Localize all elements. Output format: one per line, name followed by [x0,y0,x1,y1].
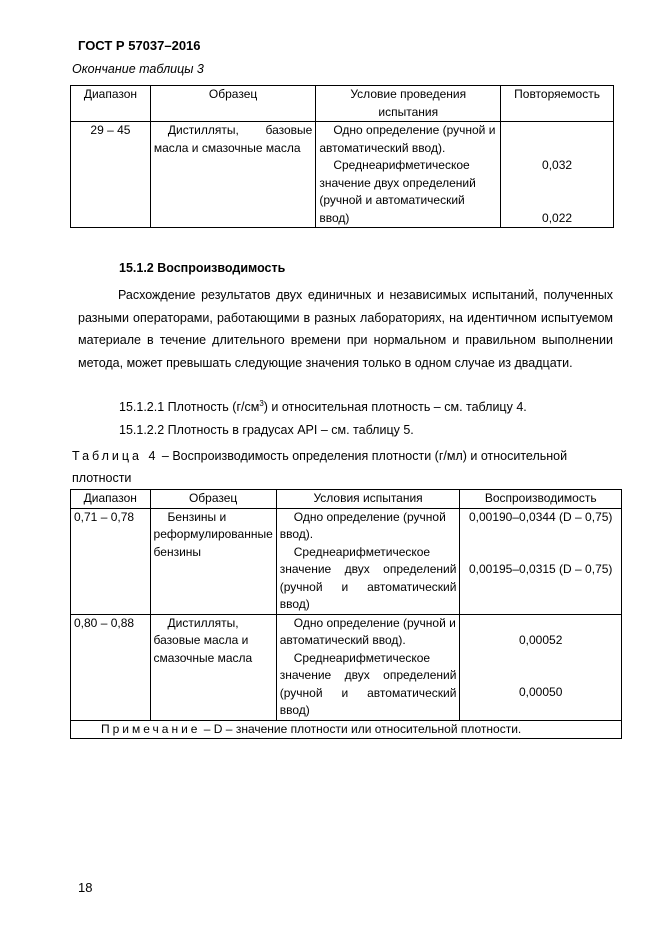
item-15-1-2-1 [119,399,527,414]
note-text: – D – значение плотности или относительной плотности. [200,721,522,736]
table-4-title: – Воспроизводимость определения плотности (г/мл) и относительной плотности [72,449,568,485]
condition-single: Одно определение (ручной и автоматический ввод). [319,123,496,155]
document-header: ГОСТ Р 57037–2016 [78,38,201,53]
header-repeatability: Повторяемость [501,86,614,122]
table-4-label: Таблица 4 [72,449,159,463]
header-range: Диапазон [71,490,151,509]
cell-reproducibility [460,614,622,720]
table-3 [70,85,614,228]
value-average: 0,00195–0,0315 (D – 0,75) [468,562,613,576]
value-average: 0,00050 [519,685,563,699]
cell-range: 29 – 45 [71,122,151,228]
section-title: 15.1.2 Воспроизводимость [119,261,286,275]
item1-pre: 15.1.2.1 Плотность (г/см [119,400,260,415]
table-row [71,508,622,614]
condition-single: Одно определение (ручной ввод). [279,509,446,541]
condition-average: Среднеарифметическое значение двух определений (ручной и автоматический ввод) [279,650,457,717]
item1-sup: 3 [259,399,264,408]
table-4-caption [72,445,613,489]
header-conditions: Условия испытания [276,490,460,509]
table-header-row [71,86,614,122]
condition-average: Среднеарифметическое значение двух определений (ручной и автоматический ввод) [319,158,476,225]
table-4 [70,489,622,739]
note-label: Примечание [101,721,201,736]
cell-conditions [276,508,460,614]
value-single: 0,00190–0,0344 (D – 0,75) [468,509,613,524]
table-header-row [71,490,622,509]
cell-range: 0,71 – 0,78 [71,508,151,614]
value-single: 0,032 [542,158,573,172]
header-sample: Образец [150,86,315,122]
header-condition: Условие проведения испытания [316,86,501,122]
section-paragraph: Расхождение результатов двух единичных и независимых испытаний, полученных разными операторами, работающими в разных лабораториях, на идентичном испытуемом материале в течение длительного времени при нормальном и правильном выполнении метода, может превышать следующие значения только в одном случае из двадцати. [78,288,613,370]
cell-reproducibility [460,508,622,614]
cell-sample: Дистилляты, базовые масла и смазочные масла [150,122,315,228]
header-range: Диапазон [71,86,151,122]
condition-single: Одно определение (ручной и автоматический ввод). [279,615,456,647]
table-row [71,122,614,228]
table-3-caption: Окончание таблицы 3 [72,62,204,76]
cell-range: 0,80 – 0,88 [71,614,151,720]
value-single: 0,00052 [519,632,563,647]
header-reproducibility: Воспроизводимость [460,490,622,509]
table-row [71,614,622,720]
cell-repeatability [501,122,614,228]
item-15-1-2-2: 15.1.2.2 Плотность в градусах API – см. таблицу 5. [119,423,414,437]
table-note [71,720,622,739]
cell-sample: Дистилляты, базовые масла и смазочные масла [150,614,276,720]
value-average: 0,022 [542,210,573,225]
cell-sample: Бензины и реформулированные бензины [150,508,276,614]
header-sample: Образец [150,490,276,509]
cell-conditions [276,614,460,720]
page-number: 18 [78,880,93,895]
item1-post: ) и относительная плотность – см. таблицу 4. [263,400,527,415]
cell-conditions [316,122,501,228]
condition-average: Среднеарифметическое значение двух определений (ручной и автоматический ввод) [279,544,457,611]
table-note-row [71,720,622,739]
